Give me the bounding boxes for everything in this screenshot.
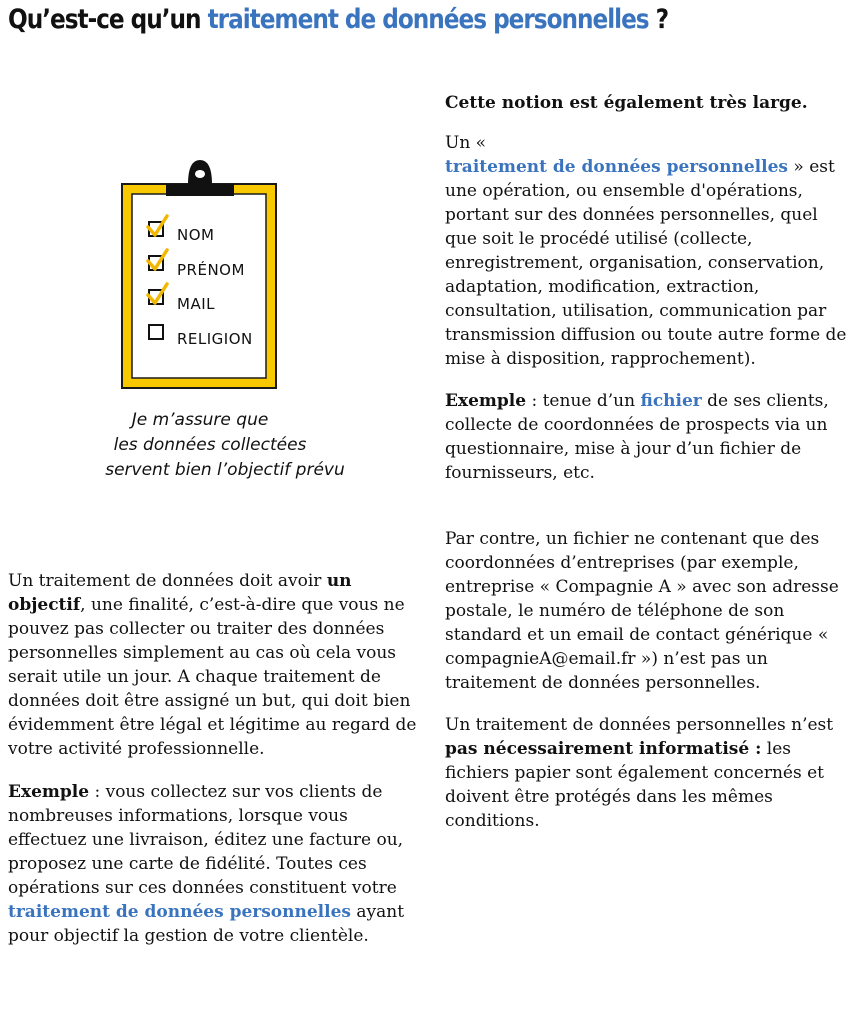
heading-text: Cette notion est également très large. xyxy=(445,93,808,113)
text: : tenue d’un xyxy=(526,391,641,411)
text: ayant pour objectif la gestion de votre clientèle. xyxy=(8,902,405,946)
caption-line: Je m’assure que xyxy=(131,410,269,430)
paper-files-paragraph xyxy=(445,713,850,833)
bold-objectif: un objectif xyxy=(8,571,352,615)
text: les fichiers papier sont également concernés et doivent être protégés dans les mêmes conditions. xyxy=(445,739,825,831)
title-highlight: traitement de données personnelles xyxy=(207,4,649,35)
left-column xyxy=(8,569,418,948)
text: : vous collectez sur vos clients de nombreuses informations, lorsque vous effectuez une livraison, éditez une facture ou, proposez une carte de fidélité. Toutes ces opérations sur ces données constituent votre xyxy=(8,782,404,898)
caption-line: les données collectées xyxy=(113,435,307,455)
text: Un « xyxy=(445,133,487,153)
example-paragraph xyxy=(8,780,418,948)
text: Un traitement de données doit avoir xyxy=(8,571,327,591)
right-column xyxy=(445,91,850,833)
objective-paragraph xyxy=(8,569,418,761)
counter-example-paragraph: Par contre, un fichier ne contenant que des coordonnées d’entreprises (par exemple, entreprise « Compagnie A » avec son adresse postale, le numéro de téléphone de son standard et un email de contact générique « compagnieA@email.fr ») n’est pas un traitement de données personnelles. xyxy=(445,529,839,693)
text: , une finalité, c’est-à-dire que vous ne pouvez pas collecter ou traiter des données personnelles simplement au cas où cela vous serait utile un jour. A chaque traitement de données doit être assigné un but, qui doit bien évidemment être légal et légitime au regard de votre activité professionnelle. xyxy=(8,595,417,759)
title-prefix: Qu’est-ce qu’un xyxy=(8,4,208,35)
link-traitement[interactable]: traitement de données personnelles xyxy=(445,157,788,177)
title-suffix: ? xyxy=(648,4,669,35)
bold-exemple: Exemple xyxy=(8,782,90,802)
checklist xyxy=(177,218,253,356)
definition-paragraph xyxy=(445,131,850,371)
page-title xyxy=(8,4,668,35)
bold-exemple: Exemple xyxy=(445,391,527,411)
checklist-item-prenom: PRÉNOM xyxy=(177,260,245,279)
link-fichier[interactable]: fichier xyxy=(640,391,702,411)
text: Un traitement de données personnelles n’est xyxy=(445,715,834,735)
caption-line: servent bien l’objectif prévu xyxy=(105,460,345,480)
text: » est une opération, ou ensemble d'opérations, portant sur des données personnelles, quel que soit le procédé utilisé (collecte, enregistrement, organisation, conservation, adaptation, modification, extraction, consultation, utilisation, communication par transmission diffusion ou toute autre forme de mise à disposition, rapprochement). xyxy=(445,157,847,369)
checklist-item-nom: NOM xyxy=(177,226,215,244)
bold-not-computerized: pas nécessairement informatisé : xyxy=(445,739,762,759)
clipboard-illustration xyxy=(60,150,360,510)
example-paragraph xyxy=(445,389,850,485)
checklist-item-mail: MAIL xyxy=(177,295,215,313)
section-heading xyxy=(445,91,850,115)
link-traitement[interactable]: traitement de données personnelles xyxy=(8,902,351,922)
checklist-item-religion: RELIGION xyxy=(177,329,253,348)
illustration-caption xyxy=(60,408,360,483)
text: de ses clients, collecte de coordonnées de prospects via un questionnaire, mise à jour d’un fichier de fournisseurs, etc. xyxy=(445,391,829,483)
